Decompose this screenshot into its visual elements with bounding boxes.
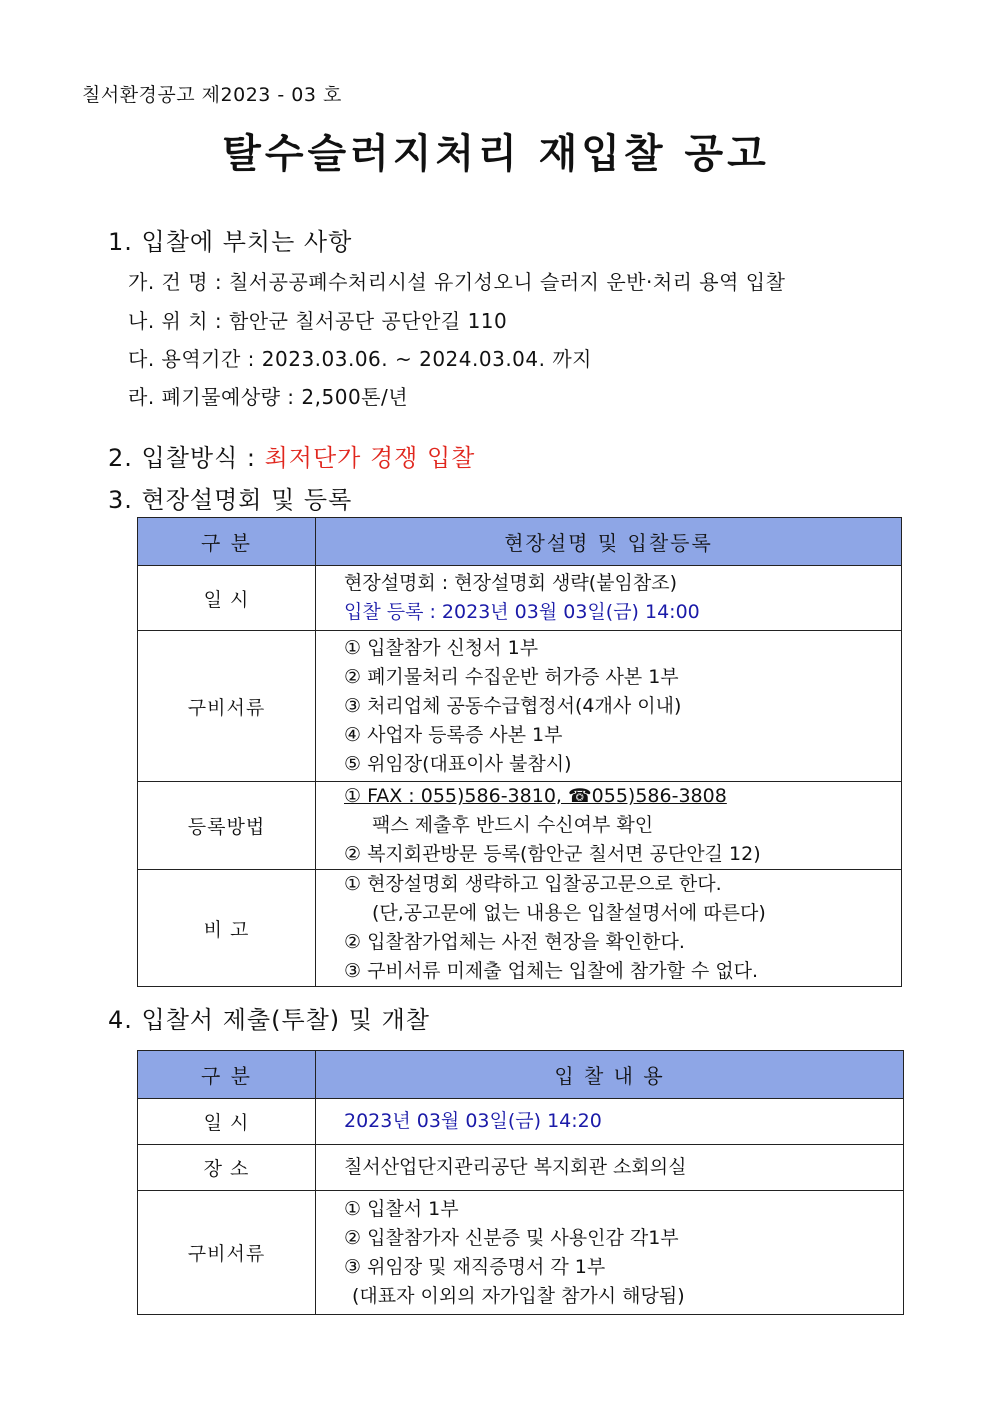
row-content-registration: [316, 782, 902, 870]
section1-item-period: 다. 용역기간 : 2023.03.06. ~ 2024.03.04. 까지: [128, 347, 592, 371]
document-number: 칠서환경공고 제2023 - 03 호: [82, 84, 342, 106]
briefing-session: 현장설명회 : 현장설명회 생략(붙임참조): [344, 572, 678, 594]
table-header-content: 현장설명 및 입찰등록: [316, 518, 902, 566]
table-row: [138, 782, 902, 870]
section2-label: 2. 입찰방식 :: [108, 444, 265, 472]
list-item: ① 입찰서 1부: [344, 1197, 459, 1220]
list-item: (단,공고문에 없는 내용은 입찰설명서에 따른다): [372, 902, 766, 924]
row-label-remarks: 비 고: [138, 870, 316, 987]
visit-registration: ② 복지회관방문 등록(함안군 칠서면 공단안길 12): [344, 843, 761, 865]
registration-datetime: 입찰 등록 : 2023년 03월 03일(금) 14:00: [344, 601, 700, 623]
table-row: [138, 870, 902, 987]
row-label-documents: 구비서류: [138, 631, 316, 782]
section1-heading: 1. 입찰에 부치는 사항: [108, 228, 353, 256]
table-header-category: 구 분: [138, 1051, 316, 1099]
list-item: ③ 구비서류 미제출 업체는 입찰에 참가할 수 없다.: [344, 960, 759, 982]
table-row: [138, 1099, 904, 1145]
bid-method: 최저단가 경쟁 입찰: [264, 444, 476, 472]
section1-item-waste-volume: 라. 폐기물예상량 : 2,500톤/년: [128, 385, 409, 409]
list-item: ① 입찰참가 신청서 1부: [344, 636, 539, 659]
bid-opening-datetime: 2023년 03월 03일(금) 14:20: [316, 1099, 904, 1145]
row-label-place: 장 소: [138, 1145, 316, 1191]
list-item: ① 현장설명회 생략하고 입찰공고문으로 한다.: [344, 873, 722, 895]
row-label-registration: 등록방법: [138, 782, 316, 870]
section1-item-location: 나. 위 치 : 함안군 칠서공단 공단안길 110: [128, 309, 508, 333]
section4-heading: 4. 입찰서 제출(투찰) 및 개찰: [108, 1006, 430, 1034]
table-row: [138, 1145, 904, 1191]
row-content-documents: [316, 1191, 904, 1315]
list-item: ③ 위임장 및 재직증명서 각 1부: [344, 1255, 606, 1278]
row-label-schedule: 일 시: [138, 1099, 316, 1145]
table-header-category: 구 분: [138, 518, 316, 566]
list-item: ③ 처리업체 공동수급협정서(4개사 이내): [344, 694, 682, 717]
fax-note: 팩스 제출후 반드시 수신여부 확인: [372, 814, 654, 836]
table-row: [138, 566, 902, 631]
section3-heading: 3. 현장설명회 및 등록: [108, 486, 353, 514]
row-content-schedule: [316, 566, 902, 631]
row-content-remarks: [316, 870, 902, 987]
table-row: [138, 631, 902, 782]
fax-phone-contact: ① FAX : 055)586-3810, ☎055)586-3808: [344, 785, 727, 807]
bid-place: 칠서산업단지관리공단 복지회관 소회의실: [316, 1145, 904, 1191]
list-item: (대표자 이외의 자가입찰 참가시 해당됨): [352, 1284, 685, 1307]
page-title: 탈수슬러지처리 재입찰 공고: [222, 131, 770, 177]
row-label-documents: 구비서류: [138, 1191, 316, 1315]
table-header-content: 입 찰 내 용: [316, 1051, 904, 1099]
section1-item-name: 가. 건 명 : 칠서공공폐수처리시설 유기성오니 슬러지 운반·처리 용역 입찰: [128, 270, 786, 294]
site-briefing-table: [137, 517, 902, 987]
list-item: ② 입찰참가업체는 사전 현장을 확인한다.: [344, 931, 685, 953]
table-row: [138, 1191, 904, 1315]
list-item: ⑤ 위임장(대표이사 불참시): [344, 752, 572, 775]
bid-submission-table: [137, 1050, 904, 1315]
list-item: ④ 사업자 등록증 사본 1부: [344, 723, 563, 746]
list-item: ② 입찰참가자 신분증 및 사용인감 각1부: [344, 1226, 679, 1249]
row-content-documents: [316, 631, 902, 782]
list-item: ② 폐기물처리 수집운반 허가증 사본 1부: [344, 665, 679, 688]
row-label-schedule: 일 시: [138, 566, 316, 631]
section2-heading: [108, 438, 475, 473]
